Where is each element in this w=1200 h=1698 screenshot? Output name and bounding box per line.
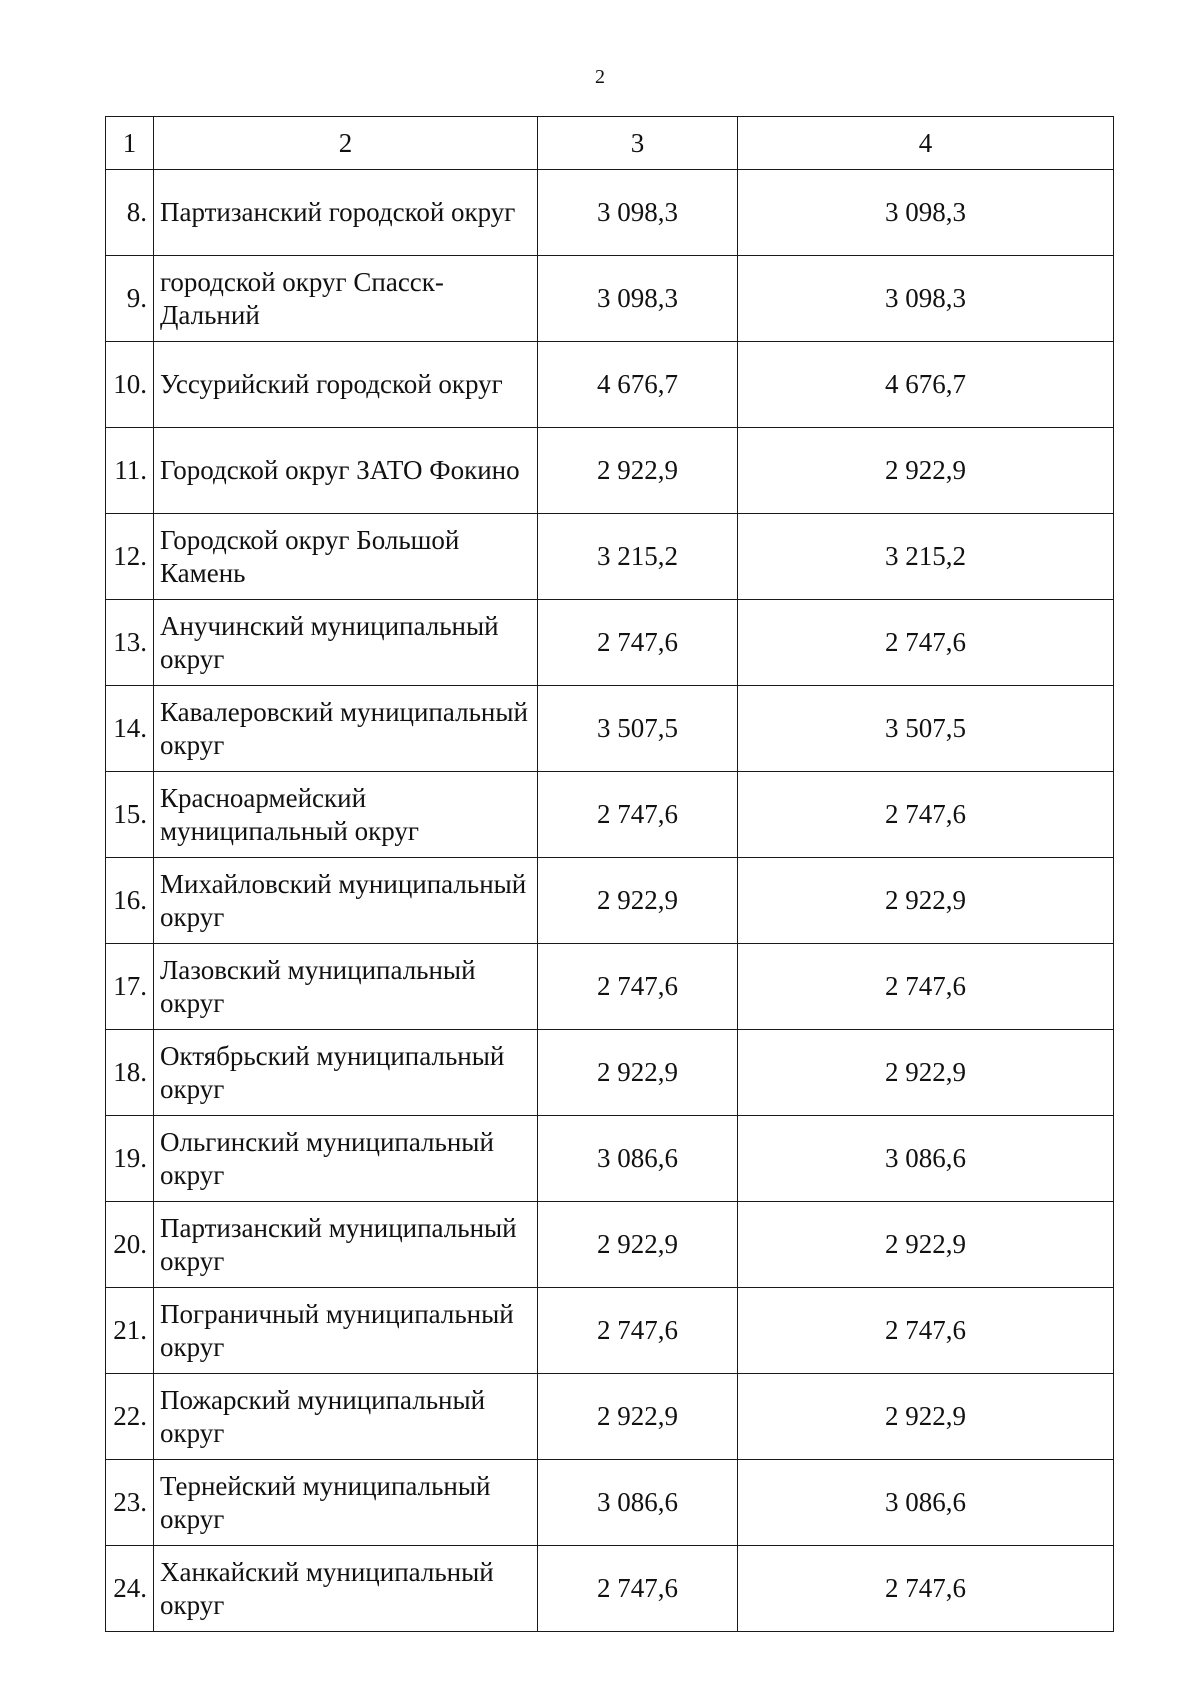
row-number-cell: 16. bbox=[106, 858, 154, 944]
amount-col3-cell: 2 747,6 bbox=[538, 944, 738, 1030]
amount-col4-cell: 2 922,9 bbox=[738, 1374, 1114, 1460]
row-number-cell: 13. bbox=[106, 600, 154, 686]
amount-col4-cell: 2 747,6 bbox=[738, 772, 1114, 858]
amount-col4-cell: 3 215,2 bbox=[738, 514, 1114, 600]
row-number-cell: 10. bbox=[106, 342, 154, 428]
row-number-cell: 24. bbox=[106, 1546, 154, 1632]
table-row bbox=[106, 514, 1114, 600]
row-number-cell: 9. bbox=[106, 256, 154, 342]
municipality-name-cell: Ольгинский муниципальный округ bbox=[154, 1116, 538, 1202]
table-row bbox=[106, 1202, 1114, 1288]
row-number-cell: 14. bbox=[106, 686, 154, 772]
table-row bbox=[106, 170, 1114, 256]
row-number-cell: 19. bbox=[106, 1116, 154, 1202]
amount-col3-cell: 3 215,2 bbox=[538, 514, 738, 600]
table-row bbox=[106, 1116, 1114, 1202]
row-number-cell: 23. bbox=[106, 1460, 154, 1546]
amount-col4-cell: 3 098,3 bbox=[738, 256, 1114, 342]
row-number-cell: 11. bbox=[106, 428, 154, 514]
row-number-cell: 20. bbox=[106, 1202, 154, 1288]
table-row bbox=[106, 1030, 1114, 1116]
amount-col3-cell: 3 507,5 bbox=[538, 686, 738, 772]
allocation-table bbox=[105, 116, 1114, 1632]
municipality-name-cell: Кавалеровский муниципальный округ bbox=[154, 686, 538, 772]
municipality-name-cell: Октябрьский муниципальный округ bbox=[154, 1030, 538, 1116]
amount-col3-cell: 3 086,6 bbox=[538, 1460, 738, 1546]
municipality-name-cell: Партизанский городской округ bbox=[154, 170, 538, 256]
table-header-row bbox=[106, 117, 1114, 170]
municipality-name-cell: Михайловский муниципальный округ bbox=[154, 858, 538, 944]
municipality-name-cell: Пожарский муниципальный округ bbox=[154, 1374, 538, 1460]
municipality-name-cell: Партизанский муниципальный округ bbox=[154, 1202, 538, 1288]
amount-col3-cell: 2 922,9 bbox=[538, 858, 738, 944]
row-number-cell: 12. bbox=[106, 514, 154, 600]
amount-col3-cell: 2 747,6 bbox=[538, 600, 738, 686]
municipality-name-cell: Анучинский муниципальный округ bbox=[154, 600, 538, 686]
amount-col4-cell: 3 098,3 bbox=[738, 170, 1114, 256]
municipality-name-cell: Красноармейский муниципальный округ bbox=[154, 772, 538, 858]
header-col-1: 1 bbox=[106, 117, 154, 170]
amount-col3-cell: 3 098,3 bbox=[538, 170, 738, 256]
municipality-name-cell: Городской округ Большой Камень bbox=[154, 514, 538, 600]
municipality-name-cell: Тернейский муниципальный округ bbox=[154, 1460, 538, 1546]
amount-col4-cell: 3 507,5 bbox=[738, 686, 1114, 772]
header-col-2: 2 bbox=[154, 117, 538, 170]
table-row bbox=[106, 686, 1114, 772]
amount-col4-cell: 2 922,9 bbox=[738, 428, 1114, 514]
amount-col3-cell: 2 747,6 bbox=[538, 1288, 738, 1374]
row-number-cell: 17. bbox=[106, 944, 154, 1030]
amount-col4-cell: 3 086,6 bbox=[738, 1460, 1114, 1546]
amount-col3-cell: 2 922,9 bbox=[538, 428, 738, 514]
row-number-cell: 18. bbox=[106, 1030, 154, 1116]
table-row bbox=[106, 600, 1114, 686]
amount-col4-cell: 2 747,6 bbox=[738, 1546, 1114, 1632]
amount-col3-cell: 3 086,6 bbox=[538, 1116, 738, 1202]
table-row bbox=[106, 1460, 1114, 1546]
row-number-cell: 8. bbox=[106, 170, 154, 256]
header-col-4: 4 bbox=[738, 117, 1114, 170]
amount-col3-cell: 3 098,3 bbox=[538, 256, 738, 342]
amount-col4-cell: 2 747,6 bbox=[738, 600, 1114, 686]
amount-col3-cell: 2 922,9 bbox=[538, 1374, 738, 1460]
amount-col3-cell: 4 676,7 bbox=[538, 342, 738, 428]
amount-col3-cell: 2 747,6 bbox=[538, 772, 738, 858]
amount-col4-cell: 2 747,6 bbox=[738, 944, 1114, 1030]
page-number: 2 bbox=[595, 66, 605, 88]
amount-col4-cell: 2 747,6 bbox=[738, 1288, 1114, 1374]
amount-col3-cell: 2 922,9 bbox=[538, 1202, 738, 1288]
table-row bbox=[106, 1546, 1114, 1632]
table-row bbox=[106, 1288, 1114, 1374]
table-row bbox=[106, 858, 1114, 944]
amount-col3-cell: 2 747,6 bbox=[538, 1546, 738, 1632]
municipality-name-cell: Уссурийский городской округ bbox=[154, 342, 538, 428]
amount-col4-cell: 2 922,9 bbox=[738, 858, 1114, 944]
table-row bbox=[106, 256, 1114, 342]
municipality-name-cell: Ханкайский муниципальный округ bbox=[154, 1546, 538, 1632]
table-row bbox=[106, 342, 1114, 428]
table-row bbox=[106, 944, 1114, 1030]
amount-col4-cell: 2 922,9 bbox=[738, 1030, 1114, 1116]
table-row bbox=[106, 428, 1114, 514]
amount-col4-cell: 4 676,7 bbox=[738, 342, 1114, 428]
municipality-name-cell: Пограничный муниципальный округ bbox=[154, 1288, 538, 1374]
municipality-name-cell: Городской округ ЗАТО Фокино bbox=[154, 428, 538, 514]
row-number-cell: 22. bbox=[106, 1374, 154, 1460]
table-row bbox=[106, 1374, 1114, 1460]
municipality-name-cell: городской округ Спасск-Дальний bbox=[154, 256, 538, 342]
header-col-3: 3 bbox=[538, 117, 738, 170]
row-number-cell: 15. bbox=[106, 772, 154, 858]
amount-col4-cell: 2 922,9 bbox=[738, 1202, 1114, 1288]
amount-col3-cell: 2 922,9 bbox=[538, 1030, 738, 1116]
table-row bbox=[106, 772, 1114, 858]
amount-col4-cell: 3 086,6 bbox=[738, 1116, 1114, 1202]
row-number-cell: 21. bbox=[106, 1288, 154, 1374]
municipality-name-cell: Лазовский муниципальный округ bbox=[154, 944, 538, 1030]
